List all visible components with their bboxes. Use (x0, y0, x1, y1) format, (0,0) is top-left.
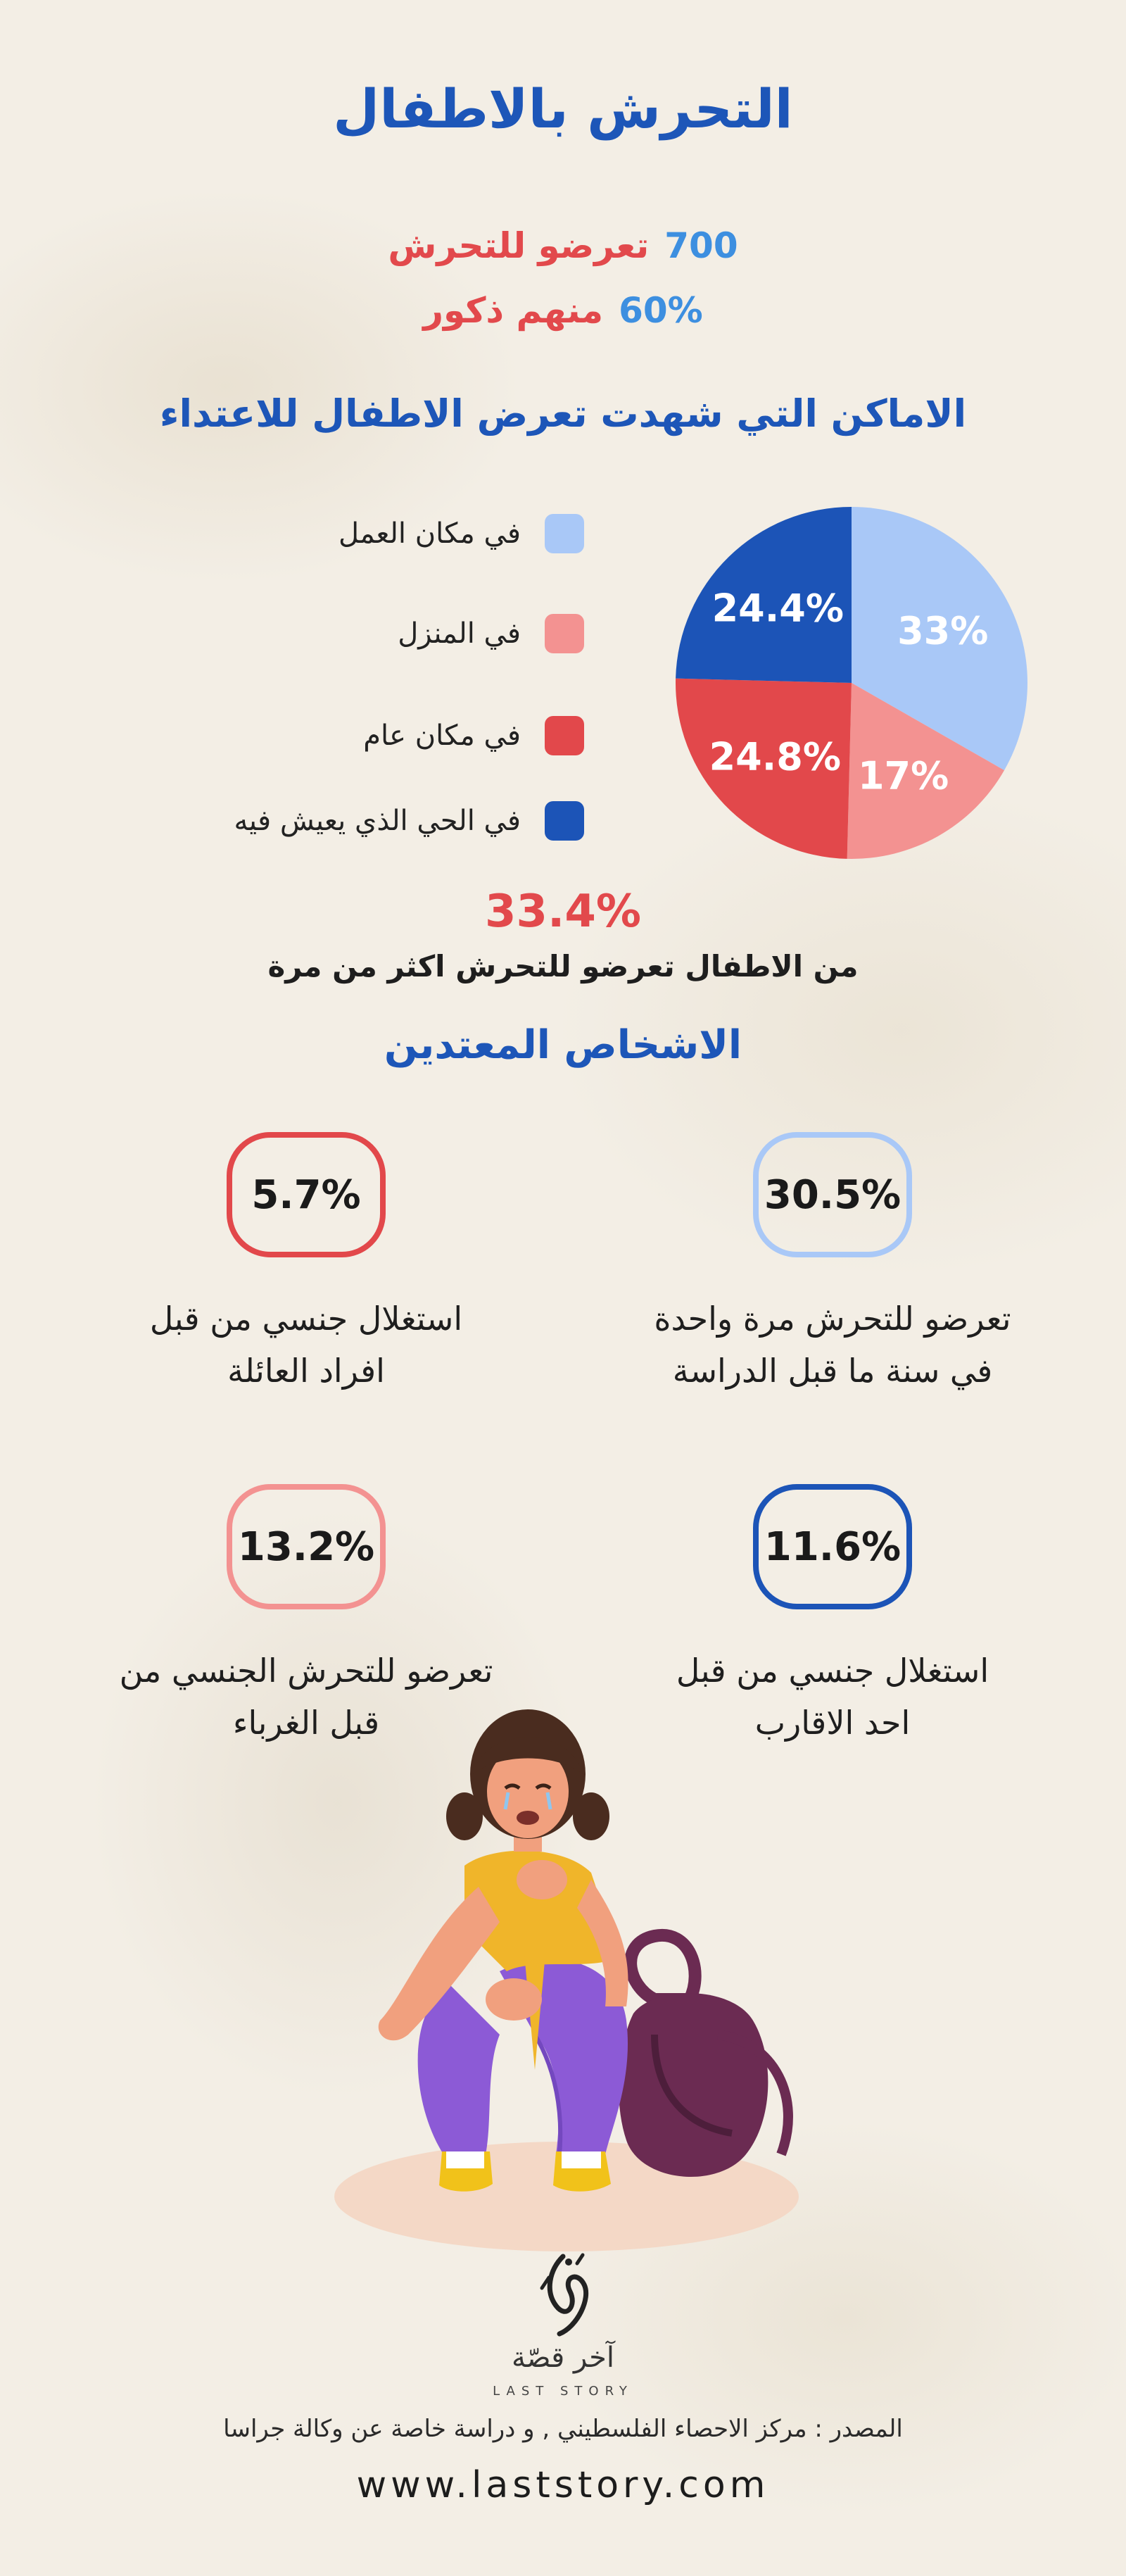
legend-swatch (545, 801, 584, 841)
card-badge: 11.6% (753, 1484, 912, 1609)
brand-arabic: آخر قصّة (512, 2342, 614, 2374)
legend-swatch (545, 514, 584, 553)
last-story-logo-icon (528, 2249, 598, 2341)
pie-slice-label: 17% (857, 753, 949, 798)
repeat-percentage: 33.4% (484, 886, 642, 938)
pie-slice-label: 24.8% (709, 734, 841, 779)
stat-total-text: تعرضو للتحرش (388, 225, 650, 266)
repeat-text: من الاطفال تعرضو للتحرش اكثر من مرة (267, 949, 859, 984)
legend-label: في مكان العمل (339, 517, 521, 550)
pie-chart (669, 500, 1035, 866)
card-caption-line: قبل الغرباء (232, 1704, 380, 1742)
legend-item (398, 614, 584, 653)
legend-item (339, 514, 584, 553)
legend-label: في الحي الذي يعيش فيه (234, 805, 521, 837)
pie-slice-label: 33% (897, 608, 989, 653)
source-text: المصدر : مركز الاحصاء الفلسطيني , و دراسة خاصة عن وكالة جراسا (223, 2415, 903, 2443)
card-caption-line: في سنة ما قبل الدراسة (672, 1352, 993, 1390)
crying-girl-illustration (324, 1704, 816, 2260)
legend-label: في مكان عام (363, 720, 521, 752)
website-link[interactable]: www.laststory.com (356, 2464, 770, 2506)
card-caption-line: افراد العائلة (227, 1352, 385, 1390)
backpack-icon (619, 1935, 788, 2177)
legend-swatch (545, 716, 584, 755)
stat-total (0, 225, 1126, 266)
card-badge: 13.2% (227, 1484, 386, 1609)
card-caption-line: تعرضو للتحرش مرة واحدة (654, 1300, 1011, 1338)
card-badge: 30.5% (753, 1132, 912, 1257)
card-badge: 5.7% (227, 1132, 386, 1257)
abusers-heading: الاشخاص المعتدين (384, 1022, 742, 1068)
legend-item (234, 801, 584, 841)
stat-males-value: 60% (619, 290, 703, 331)
card-caption-line: استغلال جنسي من قبل (149, 1300, 463, 1338)
card-caption (88, 1293, 524, 1397)
brand-english: LAST STORY (493, 2384, 633, 2399)
card-caption-line: استغلال جنسي من قبل (676, 1652, 989, 1690)
stat-total-value: 700 (664, 225, 738, 266)
card-caption-line: تعرضو للتحرش الجنسي من (119, 1652, 493, 1690)
page-title: التحرش بالاطفال (333, 77, 793, 140)
legend-label: في المنزل (398, 617, 521, 650)
stat-males-text: منهم ذكور (423, 290, 604, 331)
pie-slice-label: 24.4% (711, 586, 844, 631)
stat-males (0, 290, 1126, 331)
card-caption (614, 1293, 1051, 1397)
places-heading: الاماكن التي شهدت تعرض الاطفال للاعتداء (159, 391, 967, 436)
legend-swatch (545, 614, 584, 653)
card-caption-line: احد الاقارب (754, 1704, 911, 1742)
legend-item (363, 716, 584, 755)
